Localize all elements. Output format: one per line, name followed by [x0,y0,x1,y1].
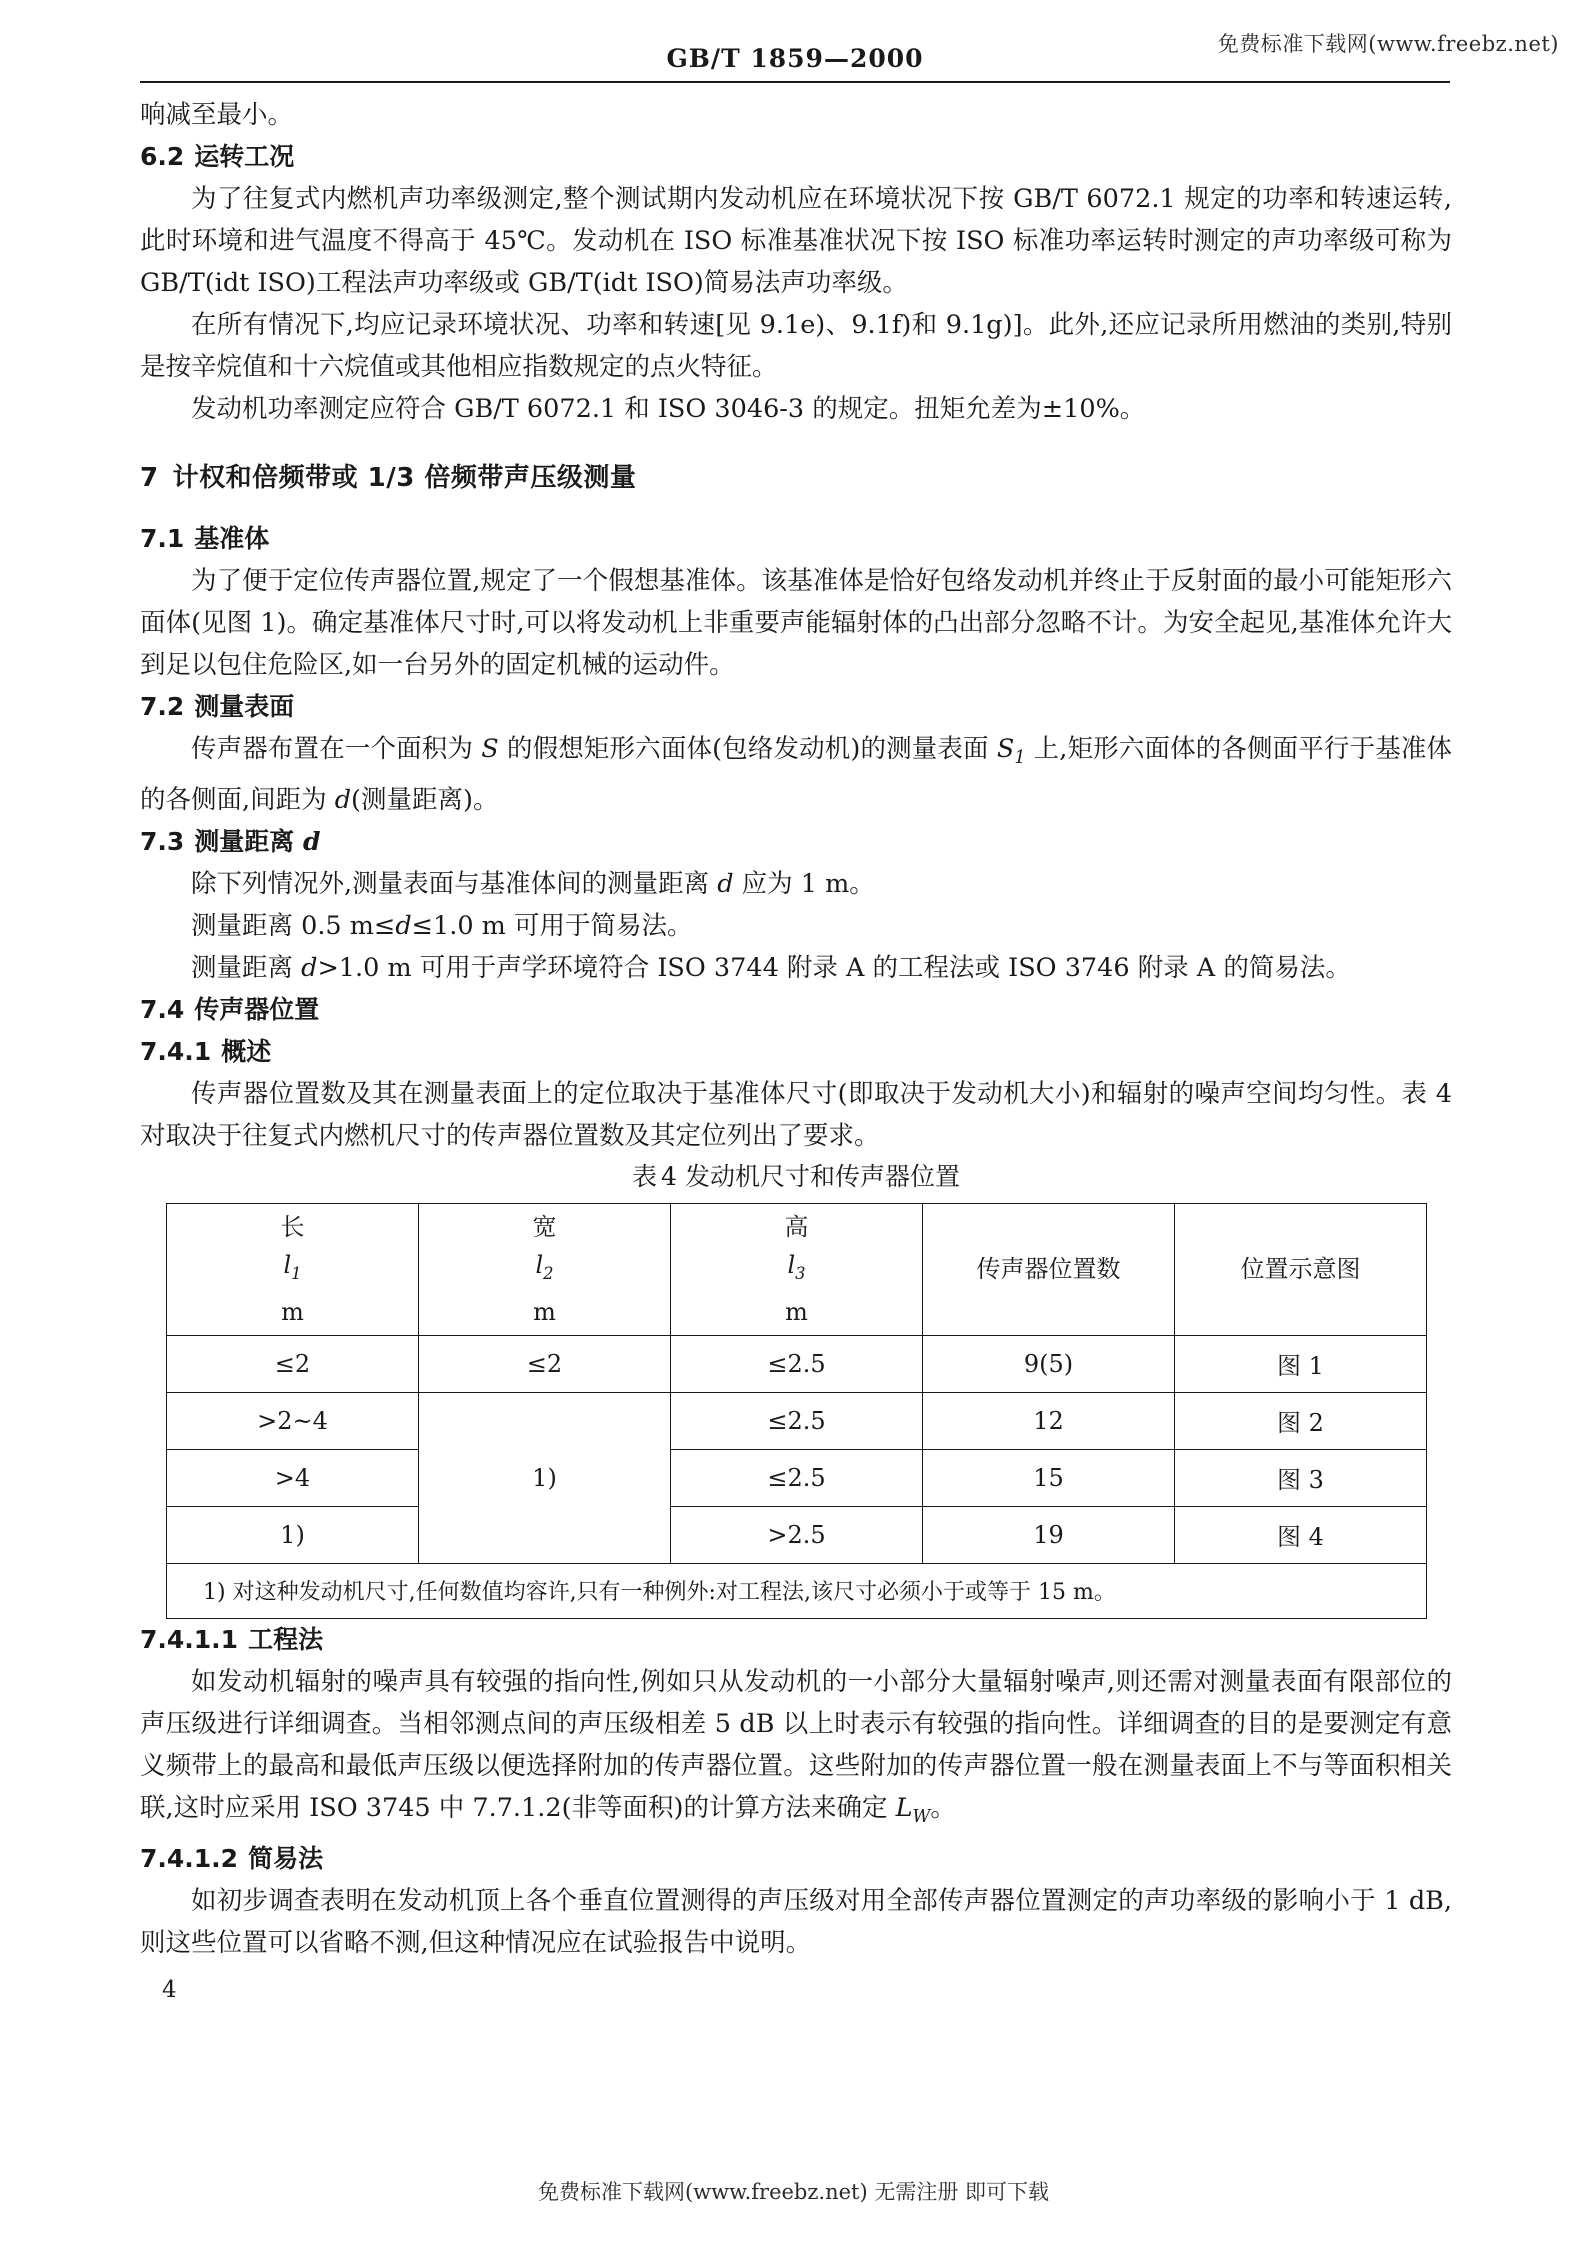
table-caption-number: 4 [661,1162,677,1192]
table-caption-title: 发动机尺寸和传声器位置 [684,1162,960,1192]
table-row [167,1335,1427,1392]
cell-figure: 图 4 [1175,1506,1427,1563]
symbol-d: d [301,953,318,984]
cell-height: ≤2.5 [671,1335,923,1392]
symbol-d: d [395,911,412,942]
standard-number: GB/T 1859—2000 [666,44,924,73]
spacer [140,430,1452,456]
table-engine-dimensions [166,1203,1427,1619]
heading-7-1-number: 7.1 [140,524,185,553]
paragraph-7-2-1: 传声器布置在一个面积为 S 的假想矩形六面体(包络发动机)的测量表面 $S_1$ 上,矩形六面体的各侧面平行于基准体的各侧面,间距为 d(测量距离)。 [140,734,1452,816]
symbol-Lw: $L_W$ [895,1792,931,1827]
table-4-caption [140,1157,1452,1197]
document-body [140,94,1452,2010]
cell-length: >4 [167,1449,419,1506]
heading-6-2-number: 6.2 [140,142,185,171]
cell-figure: 图 1 [1175,1335,1427,1392]
symbol-l2: $l_2$ [535,1251,554,1283]
symbol-d: d [334,785,352,816]
running-header [140,44,1450,73]
heading-7-4-number: 7.4 [140,995,185,1025]
carryover-line: 响减至最小。 [140,100,294,130]
header-divider [140,81,1450,83]
heading-7-4-1-1 [140,1619,1452,1661]
table-header-positions: 传声器位置数 [923,1204,1175,1336]
table-footnote-row [167,1563,1427,1618]
cell-length: 1) [167,1506,419,1563]
table-header-height: 高 $l_3$ m [671,1204,923,1336]
symbol-l1: $l_1$ [283,1251,302,1283]
heading-7-1-title: 基准体 [194,524,270,553]
heading-7-2 [140,686,1452,728]
heading-6-2 [140,136,1452,178]
heading-7-4-1-2-number: 7.4.1.2 [140,1843,239,1873]
symbol-S: S [481,734,499,764]
cell-positions: 15 [923,1449,1175,1506]
paragraph-6-2-1: 为了往复式内燃机声功率级测定,整个测试期内发动机应在环境状况下按 GB/T 6072.1 规定的功率和转速运转,此时环境和进气温度不得高于 45℃。发动机在 ISO 标准基准状况下按 ISO 标准功率运转时测定的声功率级可称为 GB/T(idt ISO)工程法声功率级或 GB/T(idt ISO)简易法声功率级。 [140,184,1452,298]
cell-length: ≤2 [167,1335,419,1392]
heading-7-4-1-2-title: 简易法 [248,1843,324,1873]
heading-7-3 [140,821,1452,863]
paragraph-6-2-3: 发动机功率测定应符合 GB/T 6072.1 和 ISO 3046-3 的规定。扭矩允差为±10%。 [191,394,1146,424]
cell-height: >2.5 [671,1506,923,1563]
paragraph-7-3-line-1: 除下列情况外,测量表面与基准体间的测量距离 d 应为 1 m。 [191,869,875,900]
page-number: 4 [162,1976,177,2003]
symbol-l3: $l_3$ [787,1251,806,1283]
cell-positions: 19 [923,1506,1175,1563]
table-footnote: 1) 对这种发动机尺寸,任何数值均容许,只有一种例外:对工程法,该尺寸必须小于或等于 15 m。 [167,1563,1427,1618]
heading-7-4-1-1-title: 工程法 [248,1624,324,1654]
symbol-S1: $S_1$ [996,734,1026,769]
table-header-figure: 位置示意图 [1175,1204,1427,1336]
table-row [167,1506,1427,1563]
cell-width: ≤2 [419,1335,671,1392]
heading-6-2-title: 运转工况 [194,142,295,171]
table-row [167,1449,1427,1506]
heading-7-2-title: 测量表面 [194,692,295,721]
cell-figure: 图 2 [1175,1392,1427,1449]
heading-7-4-1-title: 概述 [221,1037,272,1067]
cell-height: ≤2.5 [671,1449,923,1506]
cell-length: >2~4 [167,1392,419,1449]
paragraph-7-3-line-2: 测量距离 0.5 m≤d≤1.0 m 可用于简易法。 [191,911,693,942]
heading-7-4 [140,989,1452,1031]
paragraph-7-3-line-3: 测量距离 d>1.0 m 可用于声学环境符合 ISO 3744 附录 A 的工程法或 ISO 3746 附录 A 的简易法。 [191,953,1351,984]
cell-height: ≤2.5 [671,1392,923,1449]
table-header-width: 宽 $l_2$ m [419,1204,671,1336]
watermark-top: 免费标准下载网(www.freebz.net) [1217,32,1559,56]
paragraph-7-4-1-2-body: 如初步调查表明在发动机顶上各个垂直位置测得的声压级对用全部传声器位置测定的声功率级的影响小于 1 dB,则这些位置可以省略不测,但这种情况应在试验报告中说明。 [140,1885,1452,1958]
table-caption-label: 表 [632,1162,658,1192]
table-header-row [167,1204,1427,1336]
heading-7-3-title: 测量距离 [194,827,304,857]
paragraph-7-4-1-1: 传声器位置数及其在测量表面上的定位取决于基准体尺寸(即取决于发动机大小)和辐射的噪声空间均匀性。表 4 对取决于往复式内燃机尺寸的传声器位置数及其定位列出了要求。 [140,1079,1452,1152]
heading-7-4-title: 传声器位置 [194,995,320,1025]
cell-positions: 12 [923,1392,1175,1449]
paragraph-7-4-1-1-body: 如发动机辐射的噪声具有较强的指向性,例如只从发动机的一小部分大量辐射噪声,则还需对测量表面有限部位的声压级进行详细调查。当相邻测点间的声压级相差 5 dB 以上时表示有较强的指向性。详细调查的目的是要测定有意义频带上的最高和最低声压级以便选择附加的传声器位置。这些附加的传声器位置一般在测量表面上不与等面积相关联,这时应采用 ISO 3745 中 7.7.1.2(非等面积)的计算方法来确定 $L_W$。 [140,1666,1452,1827]
cell-positions: 9(5) [923,1335,1175,1392]
paragraph-7-1-1: 为了便于定位传声器位置,规定了一个假想基准体。该基准体是恰好包络发动机并终止于反射面的最小可能矩形六面体(见图 1)。确定基准体尺寸时,可以将发动机上非重要声能辐射体的凸出部分忽略不计。为安全起见,基准体允许大到足以包住危险区,如一台另外的固定机械的运动件。 [140,566,1452,680]
cell-figure: 图 3 [1175,1449,1427,1506]
paragraph-6-2-2: 在所有情况下,均应记录环境状况、功率和转速[见 9.1e)、9.1f)和 9.1g)]。此外,还应记录所用燃油的类别,特别是按辛烷值和十六烷值或其他相应指数规定的点火特征。 [140,310,1452,382]
heading-7-4-1 [140,1031,1452,1073]
table-header-length: 长 $l_1$ m [167,1204,419,1336]
heading-7-title: 计权和倍频带或 1/3 倍频带声压级测量 [172,463,637,493]
spacer [140,500,1452,518]
heading-7-number: 7 [140,463,159,493]
heading-7-4-1-number: 7.4.1 [140,1037,212,1067]
watermark-bottom: 免费标准下载网(www.freebz.net) 无需注册 即可下载 [537,2180,1050,2204]
heading-7 [140,456,1452,500]
heading-7-4-1-1-number: 7.4.1.1 [140,1624,239,1654]
heading-7-4-1-2 [140,1838,1452,1880]
cell-width-merged: 1) [419,1392,671,1563]
heading-7-2-number: 7.2 [140,692,185,721]
heading-7-3-number: 7.3 [140,827,185,857]
table-row [167,1392,1427,1449]
symbol-d: d [717,869,734,900]
heading-7-1 [140,518,1452,560]
heading-7-3-symbol: d [303,827,321,857]
